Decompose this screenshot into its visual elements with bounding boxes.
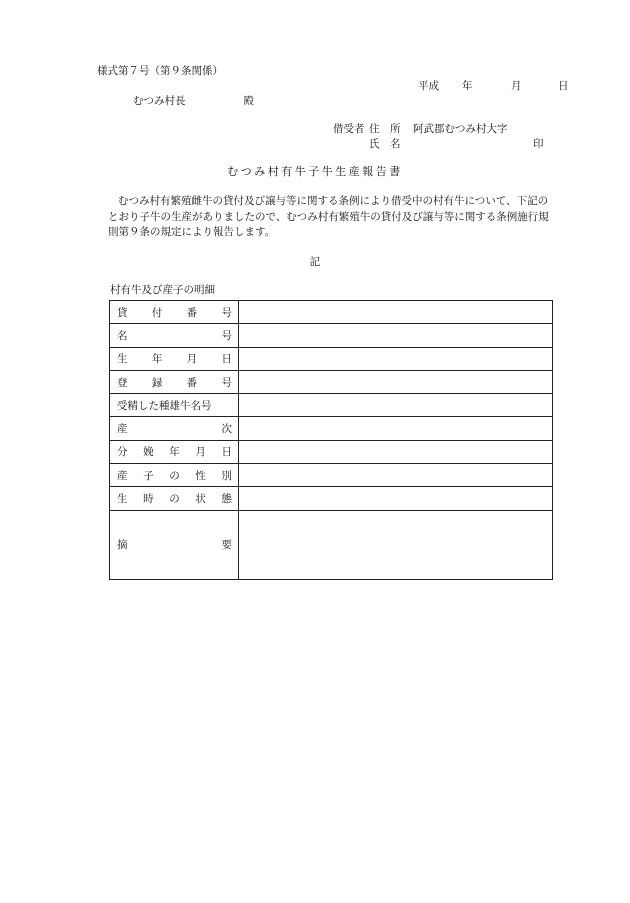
row-label [110,440,239,463]
row-label-char: 産 [117,423,128,436]
date-line [418,81,569,92]
row-value-field[interactable] [239,324,553,347]
table-row [110,440,553,463]
row-label [110,324,239,347]
applicant-name-row [333,139,508,154]
row-label-char: 年 [151,353,163,366]
row-label-char: 産 [117,469,128,482]
date-day[interactable]: 日 [558,80,569,92]
row-value-field[interactable] [239,464,553,487]
row-label-char: 名 [117,329,128,342]
row-label [110,510,239,579]
row-label [110,464,239,487]
row-value-field[interactable] [239,301,553,324]
row-label-char: 号 [221,329,232,342]
table-row [110,324,553,347]
row-label-char: 子 [143,469,154,482]
row-value-field[interactable] [239,417,553,440]
row-label-char: 別 [221,469,232,482]
row-label-char: 日 [221,446,232,459]
row-label-char: 日 [221,353,232,366]
table-row [110,394,553,417]
row-label-char: 娩 [143,446,154,459]
detail-table [109,300,553,580]
row-label-char: 登 [117,376,128,389]
row-label-char: 状 [195,493,206,506]
applicant-role: 借受者 [333,123,365,135]
row-value-field[interactable] [239,487,553,510]
row-label [110,370,239,393]
date-era: 平成 [418,80,439,92]
row-label-char: 分 [117,446,128,459]
applicant-block [333,123,544,154]
row-label-char: 次 [221,423,232,436]
row-label-char: 生 [117,353,128,366]
table-row [110,370,553,393]
row-label [110,487,239,510]
body-text: むつみ村有繁殖雌牛の貸付及び譲与等に関する条例により借受中の村有牛について、下記のとおり子牛の生産がありましたので、むつみ村有繁殖牛の貸付及び譲与等に関する条例施行規則第９条の規定により報告します。 [108,195,549,238]
row-label [110,417,239,440]
row-label-char: 貸 [117,306,128,319]
row-value-field[interactable] [239,394,553,417]
addressee-name: むつみ村長 [133,95,186,107]
row-value-field[interactable] [239,510,553,579]
row-label-char: 号 [221,376,232,389]
table-row [110,347,553,370]
row-label [110,394,239,417]
address-label: 住 所 [369,123,401,135]
applicant-address-row [333,124,508,139]
name-label: 氏 名 [369,138,401,150]
row-label-char: 月 [186,353,198,366]
table-row [110,301,553,324]
row-label [110,347,239,370]
row-label-char: 要 [221,539,232,552]
table-row [110,464,553,487]
address-value[interactable]: 阿武郡むつみ村大字 [413,123,508,135]
row-value-field[interactable] [239,440,553,463]
ki-heading: 記 [309,256,321,268]
row-label-char: 号 [221,306,232,319]
form-number: 様式第７号（第９条関係） [97,65,223,77]
row-label-char: 態 [221,493,232,506]
row-value-field[interactable] [239,370,553,393]
row-label-char: 年 [169,446,180,459]
row-label-char: 番 [186,376,198,389]
row-label-char: の [169,493,180,506]
table-row [110,417,553,440]
row-label-char: 受精した種雄牛名号 [117,399,212,412]
row-label-char: 時 [143,493,154,506]
row-label-char: 月 [195,446,206,459]
row-label-char: 性 [195,469,206,482]
seal-mark: 印 [533,138,544,150]
addressee [133,96,254,107]
table-row [110,487,553,510]
row-label-char: 録 [151,376,163,389]
table-caption: 村有牛及び産子の明細 [110,284,215,296]
row-value-field[interactable] [239,347,553,370]
row-label-char: 付 [151,306,163,319]
row-label-char: 生 [117,493,128,506]
date-year[interactable]: 年 [462,80,473,92]
date-month[interactable]: 月 [511,80,522,92]
table-row [110,510,553,579]
row-label-char: 摘 [117,539,128,552]
row-label-char: 番 [186,306,198,319]
row-label-char: の [169,469,180,482]
addressee-honorific: 殿 [243,95,254,107]
row-label [110,301,239,324]
document-title: むつみ村有牛子牛生産報告書 [227,165,403,178]
